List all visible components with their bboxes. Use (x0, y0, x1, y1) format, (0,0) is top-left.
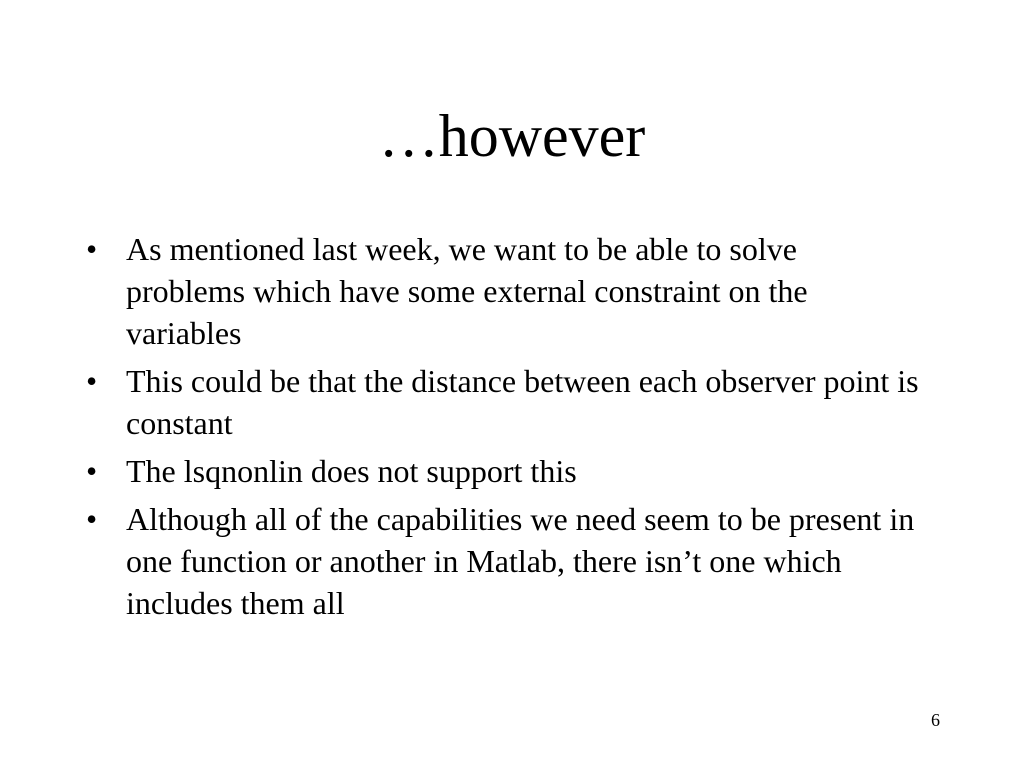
slide-title: …however (378, 103, 646, 169)
bullet-item-3 (84, 450, 924, 492)
bullet-text: Although all of the capabilities we need seem to be present in one function or another in Matlab, there isn’t one which includes them all (126, 501, 915, 621)
page-number: 6 (931, 710, 940, 730)
bullet-marker: • (86, 501, 98, 537)
bullet-item-1 (84, 228, 924, 354)
bullet-marker: • (86, 363, 98, 399)
bullet-text: As mentioned last week, we want to be able to solve problems which have some external constraint on the variables (126, 231, 808, 351)
bullet-marker: • (86, 231, 98, 267)
bullet-text: This could be that the distance between each observer point is constant (126, 363, 919, 441)
bullet-list (84, 228, 924, 630)
bullet-item-4 (84, 498, 924, 624)
bullet-item-2 (84, 360, 924, 444)
bullet-text: The lsqnonlin does not support this (126, 453, 577, 489)
bullet-marker: • (86, 453, 98, 489)
